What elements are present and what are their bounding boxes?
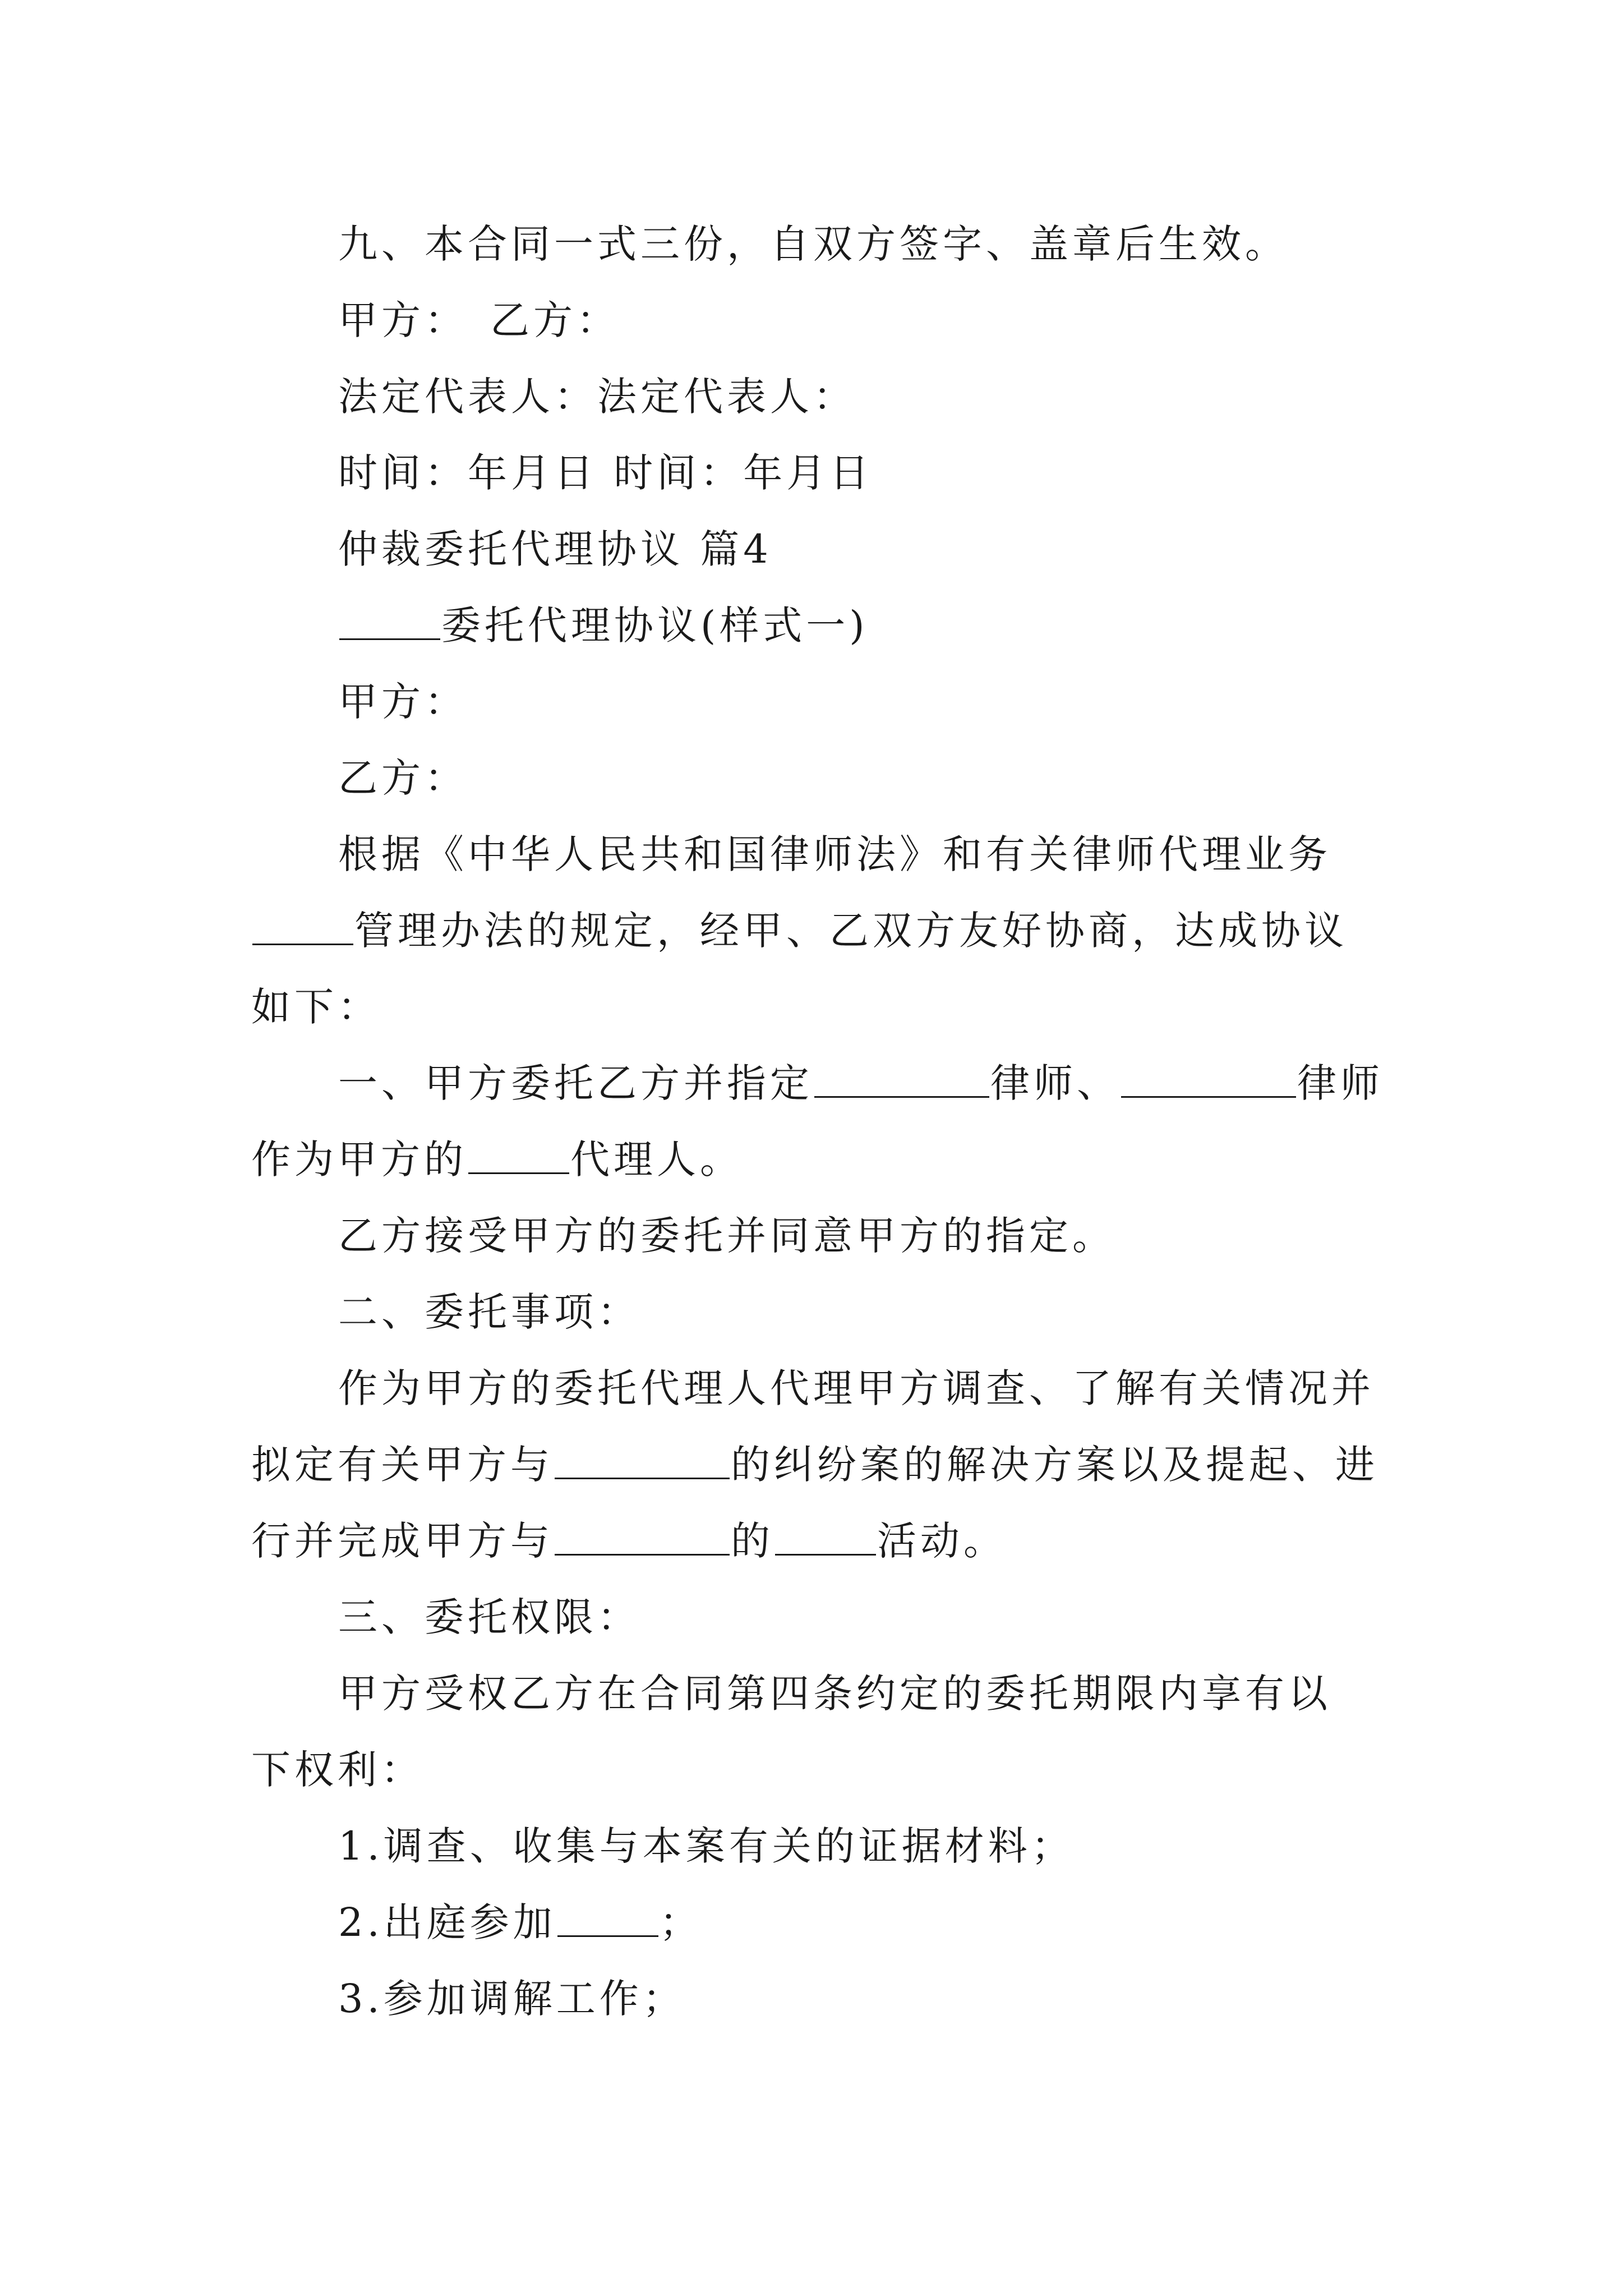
clause-three-line-2: 下权利： — [251, 1747, 424, 1793]
blank-field — [555, 1515, 730, 1556]
section-heading: 仲裁委托代理协议 篇4 — [338, 526, 772, 572]
blank-field — [814, 1057, 989, 1098]
right-item-1: 1.调查、收集与本案有关的证据材料； — [338, 1823, 1075, 1869]
blank-field — [468, 1133, 569, 1174]
right-item-3: 3.参加调解工作； — [338, 1976, 686, 2022]
clause-two-line-2: 拟定有关甲方与 的纠纷案的解决方案以及提起、进 — [251, 1428, 1390, 1501]
preamble-line-3: 如下： — [251, 984, 381, 1030]
party-a-label: 甲方： — [338, 297, 468, 343]
blank-field — [1121, 1057, 1296, 1098]
date-line: 时间：年月日 时间：年月日 — [338, 450, 873, 496]
legal-representative-line: 法定代表人：法定代表人： — [338, 374, 856, 420]
blank-field — [339, 599, 440, 640]
clause-two-line-3: 行并完成甲方与 的 活动。 — [251, 1504, 1390, 1577]
agreement-title: 委托代理协议(样式一) — [251, 589, 1390, 662]
clause-two-line-1: 作为甲方的委托代理人代理甲方调查、了解有关情况并 — [338, 1365, 1375, 1411]
clause-two-heading: 二、委托事项： — [338, 1289, 640, 1335]
clause-three-line-1: 甲方受权乙方在合同第四条约定的委托期限内享有以 — [338, 1671, 1331, 1717]
party-b-label: 乙方： — [490, 297, 620, 343]
blank-field — [775, 1515, 876, 1556]
party-b-line: 乙方： — [338, 755, 468, 801]
preamble-line-1: 根据《中华人民共和国律师法》和有关律师代理业务 — [338, 831, 1331, 877]
preamble-line-2: 管理办法的规定，经甲、乙双方友好协商，达成协议 — [251, 894, 1390, 967]
blank-field — [557, 1896, 658, 1937]
clause-one-line-2: 作为甲方的 代理人。 — [251, 1123, 1390, 1196]
right-item-2: 2.出庭参加 ； — [251, 1886, 1390, 1959]
clause-three-heading: 三、委托权限： — [338, 1594, 640, 1640]
party-a-line: 甲方： — [338, 679, 468, 725]
clause-one-line-1: 一、甲方委托乙方并指定 律师、 律师 — [251, 1047, 1390, 1120]
clause-nine: 九、本合同一式三份，自双方签字、盖章后生效。 — [338, 221, 1288, 267]
party-line — [251, 284, 1390, 357]
blank-field — [555, 1438, 730, 1479]
blank-field — [252, 904, 353, 945]
acceptance-line: 乙方接受甲方的委托并同意甲方的指定。 — [338, 1213, 1115, 1259]
